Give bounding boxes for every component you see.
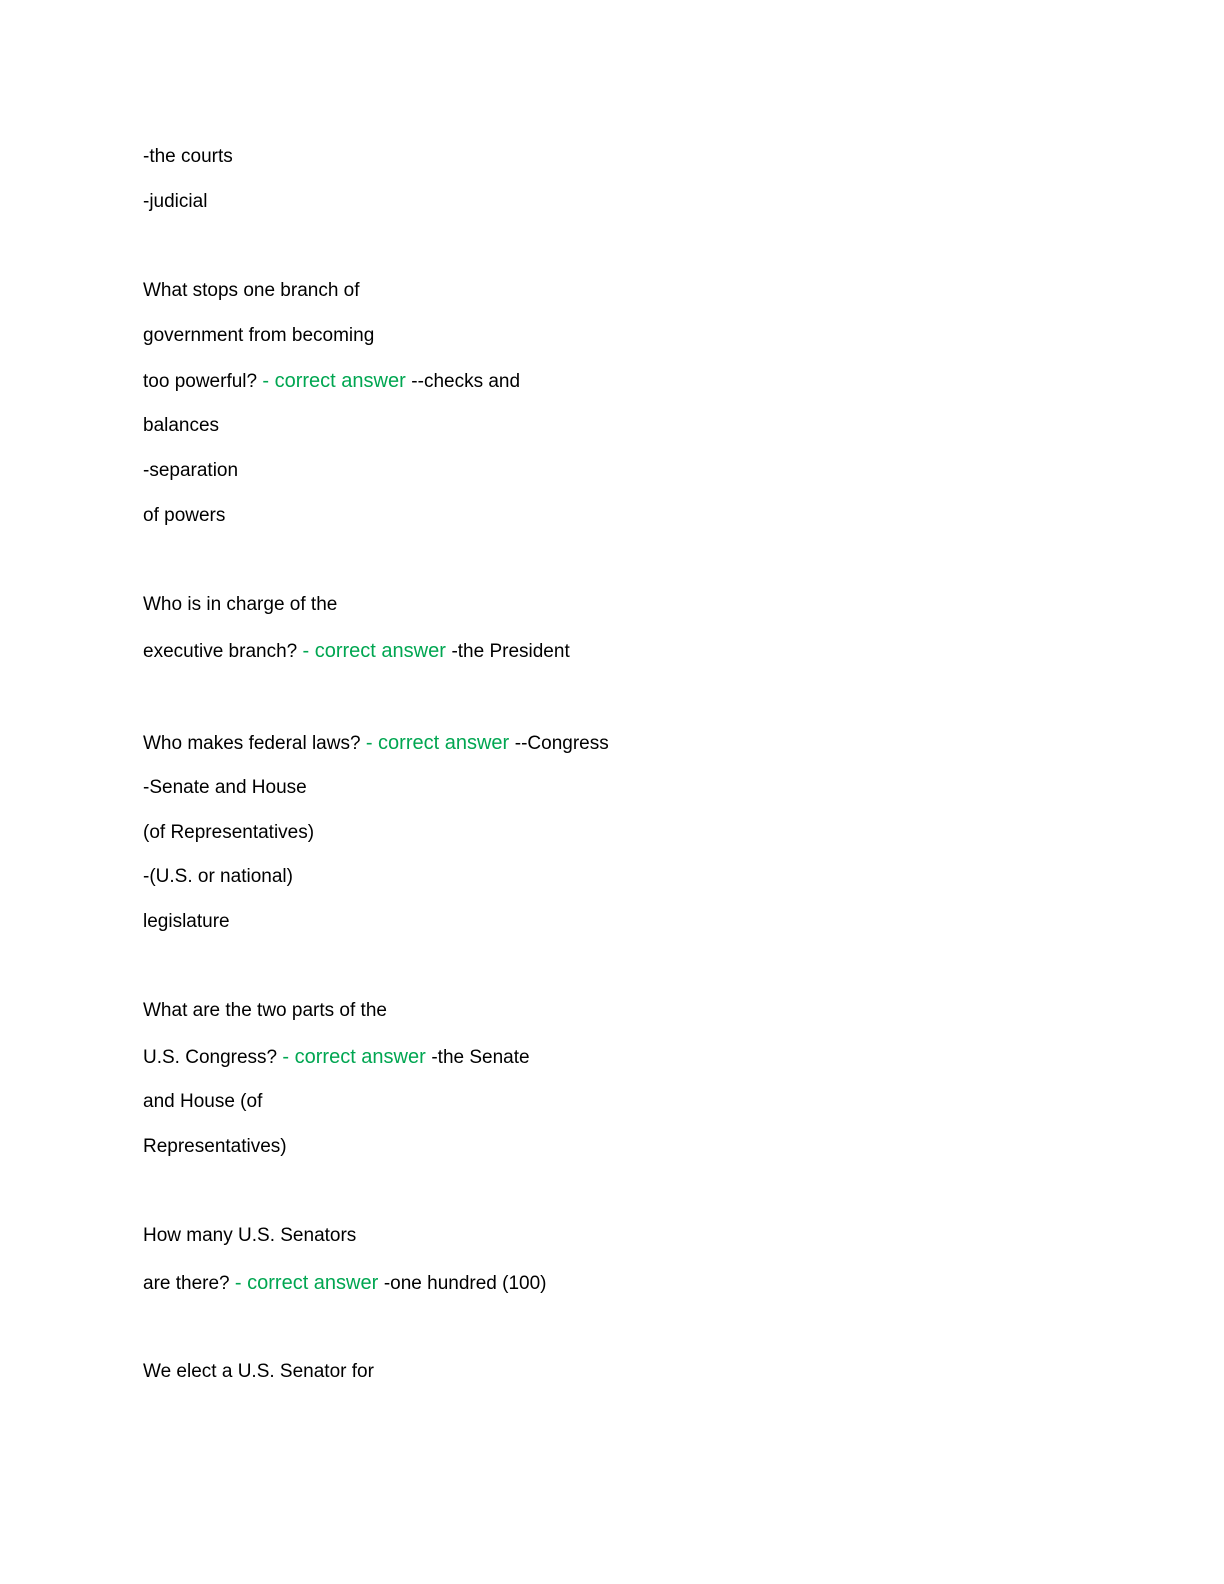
line-text: -one hundred (100) (383, 1273, 547, 1294)
line-text: (of Representatives) (143, 822, 315, 843)
line-text: -the courts (143, 146, 233, 167)
text-line (143, 999, 387, 1023)
text-line (143, 593, 337, 617)
text-line (143, 324, 374, 348)
text-line (143, 414, 219, 438)
line-text: What are the two parts of the (143, 1000, 387, 1021)
correct-answer-label: - correct answer (282, 1046, 432, 1068)
line-text: Who makes federal laws? (143, 733, 366, 754)
line-text: -the Senate (431, 1047, 530, 1068)
line-text: -judicial (143, 191, 208, 212)
text-line (143, 145, 233, 169)
correct-answer-label: - correct answer (234, 1272, 384, 1294)
line-text: U.S. Congress? (143, 1047, 283, 1068)
text-line (143, 731, 609, 756)
line-text: How many U.S. Senators (143, 1225, 357, 1246)
text-line (143, 190, 207, 214)
line-text: What stops one branch of (143, 280, 360, 301)
line-text: We elect a U.S. Senator for (143, 1361, 374, 1382)
line-text: government from becoming (143, 325, 375, 346)
text-line (143, 1090, 262, 1114)
line-text: --checks and (411, 371, 521, 392)
correct-answer-label: - correct answer (262, 370, 412, 392)
line-text: of powers (143, 505, 226, 526)
line-text: -(U.S. or national) (143, 866, 293, 887)
line-text: are there? (143, 1273, 235, 1294)
line-text: executive branch? (143, 641, 303, 662)
text-line (143, 1135, 287, 1159)
line-text: too powerful? (143, 371, 263, 392)
line-text: and House (of (143, 1091, 263, 1112)
text-line (143, 910, 230, 934)
text-line (143, 639, 570, 664)
text-line (143, 1360, 374, 1384)
line-text: legislature (143, 911, 230, 932)
text-line (143, 821, 314, 845)
line-text: --Congress (514, 733, 609, 754)
text-line (143, 776, 307, 800)
text-line (143, 279, 360, 303)
text-line (143, 369, 520, 394)
correct-answer-label: - correct answer (365, 732, 515, 754)
text-line (143, 865, 293, 889)
text-line (143, 504, 225, 528)
line-text: -the President (451, 641, 570, 662)
line-text: -separation (143, 460, 239, 481)
text-line (143, 1224, 356, 1248)
correct-answer-label: - correct answer (302, 640, 452, 662)
line-text: balances (143, 415, 220, 436)
text-line (143, 1271, 547, 1296)
text-line (143, 459, 238, 483)
line-text: Representatives) (143, 1136, 287, 1157)
line-text: Who is in charge of the (143, 594, 338, 615)
line-text: -Senate and House (143, 777, 307, 798)
text-line (143, 1045, 530, 1070)
